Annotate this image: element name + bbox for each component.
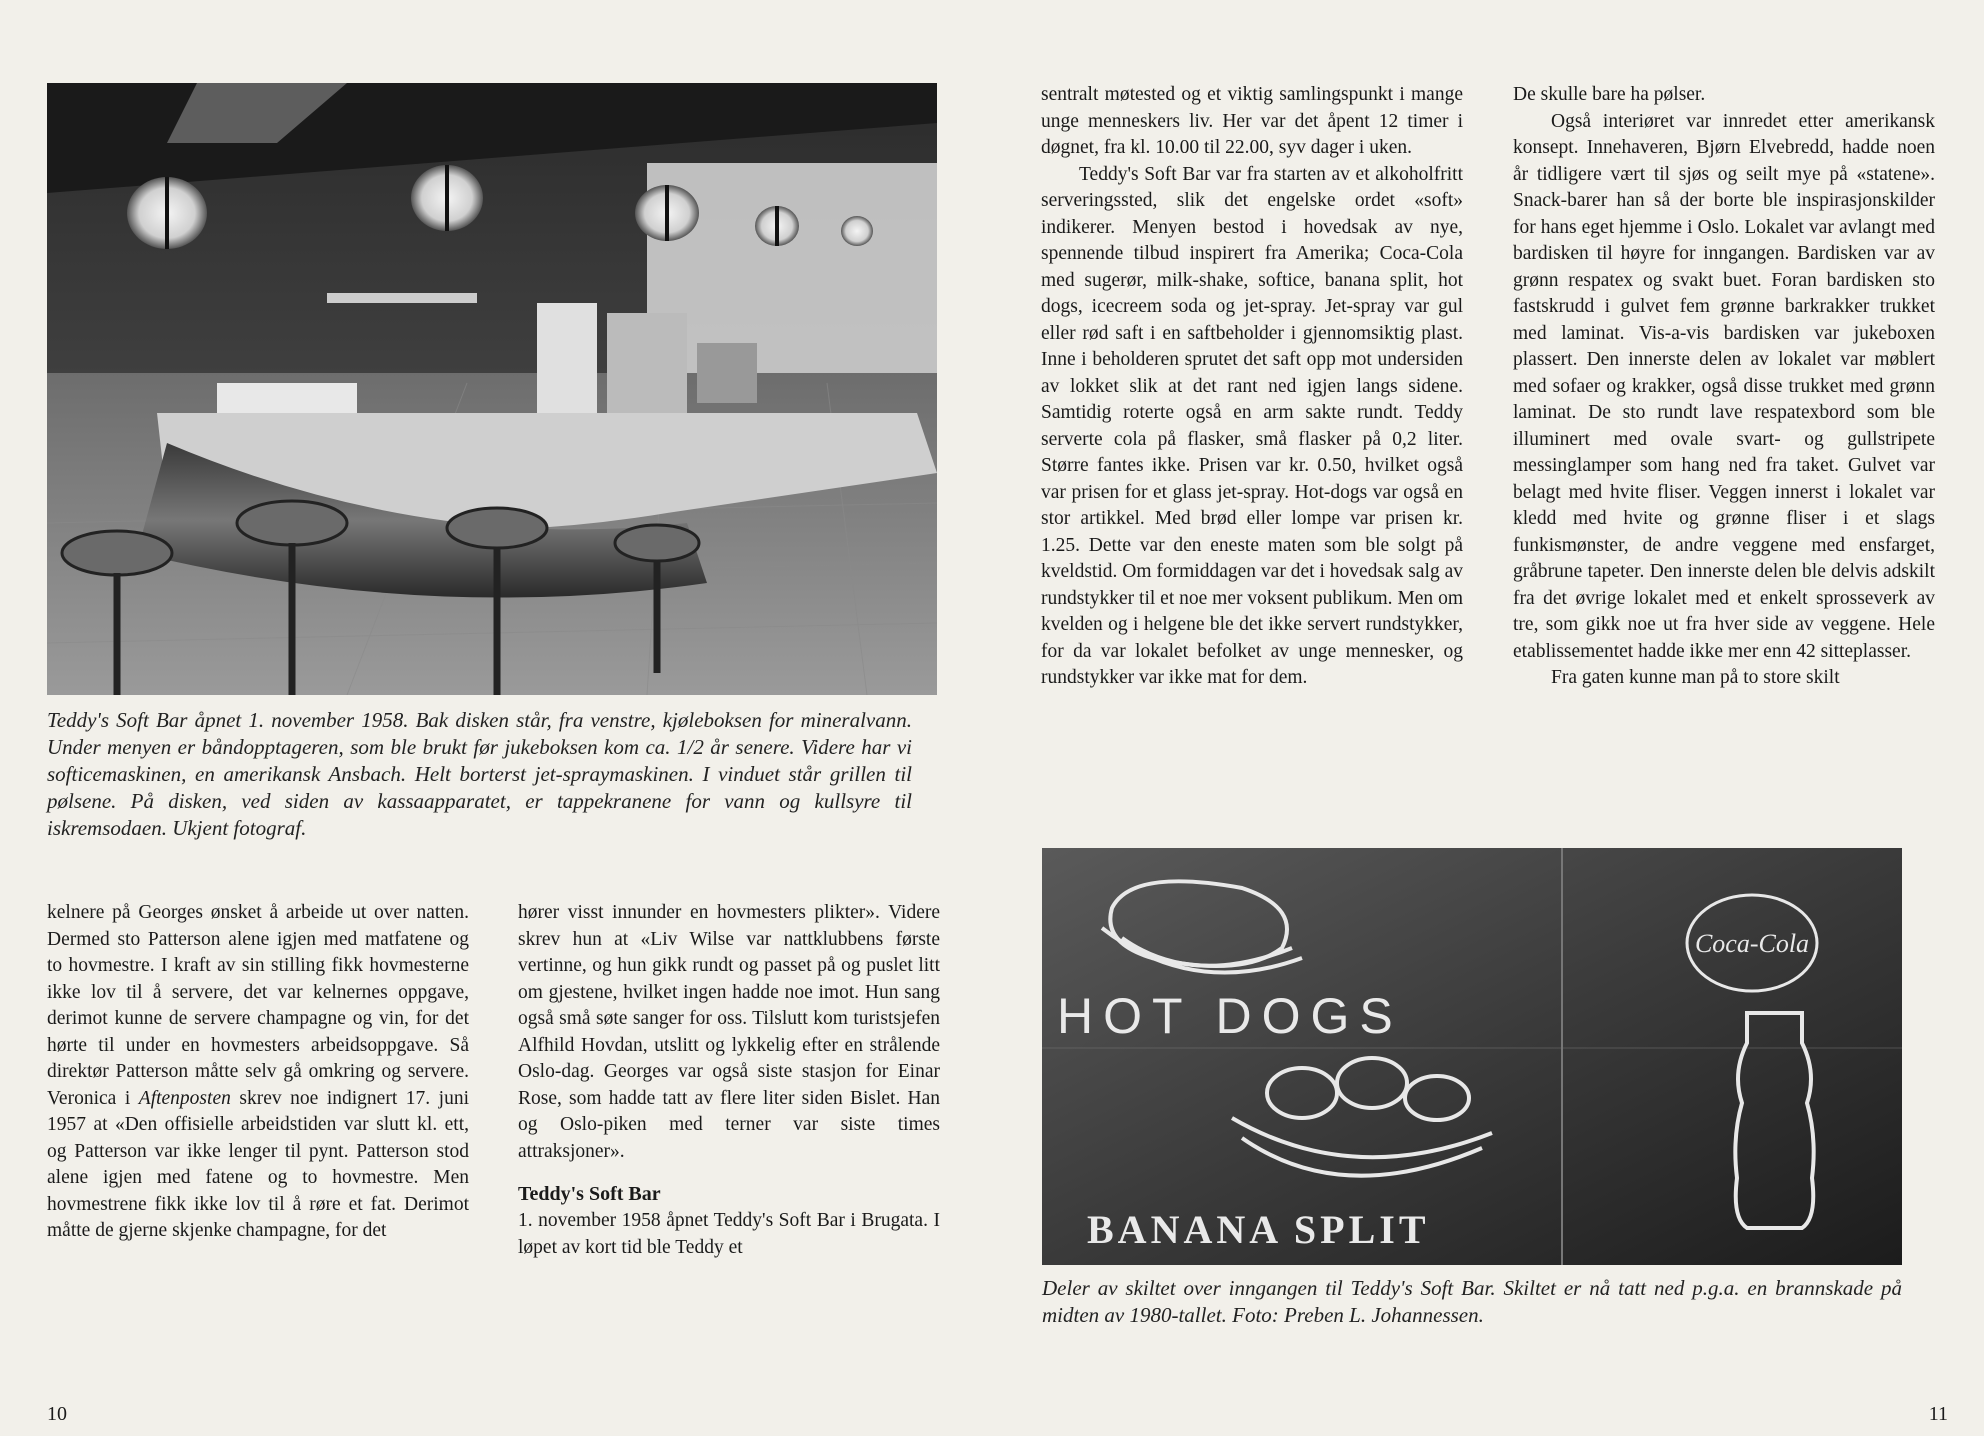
bar-photo-caption: Teddy's Soft Bar åpnet 1. november 1958. Bak disken står, fra venstre, kjøleboksen for mineralvann. Under menyen er båndopptageren, som ble brukt før jukeboksen kom ca. 1/2 år senere. Videre har vi softicemaskinen, en amerikansk Ansbach. Helt borterst jet-spraymaskinen. I vinduet står grillen til pølsene. På disken, ved siden av kassaapparatet, er tappekranene for vann og kullsyre til iskremsodaen. Ukjent fotograf.: [47, 708, 912, 840]
bar-interior-photo-image: [47, 83, 937, 695]
right-col-2: [1513, 82, 1935, 692]
bar-interior-photo: [47, 83, 937, 695]
left-col-2-paragraph-2: 1. november 1958 åpnet Teddy's Soft Bar i Brugata. I løpet av kort tid ble Teddy et: [518, 1210, 940, 1258]
right-col-2-paragraph-1: De skulle bare ha pølser.: [1513, 84, 1706, 105]
right-col-1-paragraph-1: sentralt møtested og et viktig samlingspunkt i mange unge menneskers liv. Her var det åpent 12 timer i døgnet, fra kl. 10.00 til 22.00, syv dager i uken.: [1041, 84, 1463, 158]
left-col-1-paragraph: [47, 900, 469, 1245]
sign-banana-split-text: BANANA SPLIT: [1087, 1207, 1430, 1252]
right-col-1-paragraph-2: Teddy's Soft Bar var fra starten av et alkoholfritt serveringssted, slik det engelske ordet «soft» indikerer. Menyen bestod i hovedsak av nye, spennende tilbud inspirert fra Amerika; Coca-Cola med sugerør, milk-shake, softice, banana split, hot dogs, icecreem soda og jet-spray. Jet-spray var gul eller rød saft i en saftbeholder i gjennomsiktig plast. Inne i beholderen sprutet det saft opp mot undersiden av lokket slik at det rant ned igjen langs sidene. Samtidig roterte også en arm sakte rundt. Teddy serverte cola på flasker, små flasker på 0,2 liter. Større fantes ikke. Prisen var kr. 0.50, hvilket også var prisen for et glass jet-spray. Hot-dogs var også en stor artikkel. Med brød eller lompe var prisen kr. 1.25. Dette var den eneste maten som ble solgt på kveldstid. Om formiddagen var det i hovedsak salg av rundstykker til et noe mer voksent publikum. Men om kvelden og i helgene ble det ikke servert rundstykker, for da var lokalet befolket av unge mennesker, og rundstykker var ikke mat for dem.: [1041, 163, 1463, 688]
left-col-2: [518, 900, 940, 1261]
right-page: [992, 0, 1984, 1436]
aftenposten-italic: Aftenposten: [138, 1087, 231, 1109]
left-col-1-text-b: skrev noe indignert 17. juni 1957 at «Den offisielle arbeidstiden var slutt kl. ett, og Patterson var ikke lenger til pynt. Patterson stod alene igjen med fatene og to hovmestre. Men hovmestrene fikk ikke lov til å røre et fat. Derimot måtte de gjerne skjenke champagne, for det: [47, 1087, 469, 1241]
right-col-2-paragraph-2: Også interiøret var innredet etter amerikansk konsept. Innehaveren, Bjørn Elvebredd, hadde noen år tidligere vært til sjøs og seilt mye på «statene». Snack-barer han så der borte ble inspirasjonskilder for hans eget hjemme i Oslo. Lokalet var avlangt med bardisken til høyre for inngangen. Bardisken var av grønn respatex og svakt buet. Foran bardisken sto fastskrudd i gulvet fem grønne barkrakker trukket med laminat. Vis-a-vis bardisken var jukeboxen plassert. Den innerste delen av lokalet var møblert med sofaer og krakker, også disse trukket med grønn laminat. De sto rundt lave respatexbord som ble illuminert med ovale svart- og gullstripete messinglamper som hang ned fra taket. Gulvet var belagt med hvite fliser. Veggen innerst i lokalet var kledd med hvite og grønne fliser i et slags funkismønster, de andre veggene med ensfarget, gråbrune tapeter. Den innerste delen ble delvis adskilt fra det øvrige lokalet med et enkelt sprosseverk av tre, som gikk noe ut fra hver side av veggene. Hele etablissementet hadde ikke mer enn 42 sitteplasser.: [1513, 110, 1935, 662]
sign-cola-text: Coca-Cola: [1694, 929, 1810, 958]
left-col-1: [47, 900, 469, 1245]
neon-sign-photo-image: [1042, 848, 1902, 1265]
right-col-1: [1041, 82, 1463, 692]
sign-hotdogs-text: HOT DOGS: [1057, 988, 1403, 1044]
page-number-right: 11: [1928, 1403, 1948, 1425]
right-col-2-paragraph-3: Fra gaten kunne man på to store skilt: [1551, 667, 1840, 688]
left-col-1-text-a: kelnere på Georges ønsket å arbeide ut over natten. Dermed sto Patterson alene igjen med matfatene og to hovmestre. I kraft av sin stilling fikk hovmesterne ikke lov til å servere, det var kelnernes oppgave, derimot kunne de servere champagne og vin, for det hørte til under en hovmesters arbeidsoppgave. Så direktør Patterson måtte selv gå omkring og servere. Veronica i: [47, 902, 469, 1109]
neon-sign-photo: [1042, 848, 1902, 1265]
teddys-soft-bar-heading: Teddy's Soft Bar: [518, 1183, 661, 1205]
page-number-left: 10: [47, 1403, 67, 1425]
sign-photo-caption: Deler av skiltet over inngangen til Teddy's Soft Bar. Skiltet er nå tatt ned p.g.a. en brannskade på midten av 1980-tallet. Foto: Preben L. Johannessen.: [1042, 1276, 1902, 1327]
left-col-2-paragraph: hører visst innunder en hovmesters plikter». Videre skrev hun at «Liv Wilse var nattklubbens første vertinne, og hun gikk rundt og passet på og puslet litt om gjestene, hvilket ingen hadde noe imot. Hun sang også små søte sanger for oss. Tilslutt kom turistsjefen Alfhild Hovdan, utslitt og lykkelig efter en strålende Oslo-dag. Georges var også siste stasjon for Einar Rose, som hadde tatt av flere liter siden Bislet. Han og Oslo-piken med terner var siste times attraksjoner».: [518, 902, 940, 1162]
